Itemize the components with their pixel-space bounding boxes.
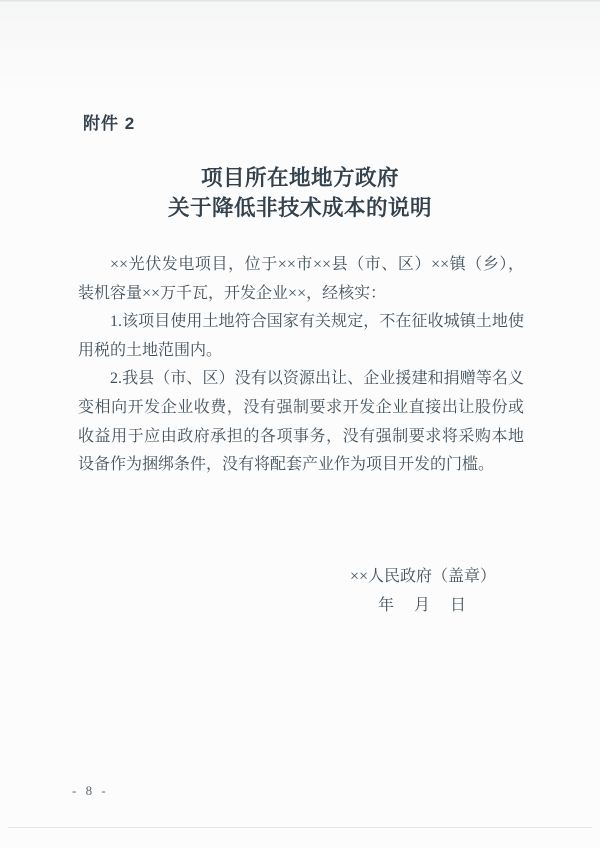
body-paragraph-intro: ××光伏发电项目，位于××市××县（市、区）××镇（乡），装机容量××万千瓦，开发企业××，经核实：	[78, 256, 524, 302]
signature-block	[350, 562, 496, 620]
scan-edge-bottom	[8, 827, 592, 828]
scan-noise-band	[0, 3, 600, 98]
document-title	[0, 163, 600, 223]
document-body	[78, 251, 524, 480]
body-paragraph-item-2: 2.我县（市、区）没有以资源出让、企业援建和捐赠等名义变相向开发企业收费，没有强制要求开发企业直接出让股份或收益用于应由政府承担的各项事务，没有强制要求将采购本地设备作为捆绑条件，没有将配套产业作为项目开发的门槛。	[78, 370, 524, 474]
document-title-line-2: 关于降低非技术成本的说明	[167, 196, 432, 220]
page-number: - 8 -	[72, 783, 109, 798]
signature-name: ××人民政府（盖章）	[349, 568, 496, 585]
signature-date-line: 年 月 日	[377, 597, 468, 614]
attachment-label: 附件 2	[83, 114, 136, 133]
body-paragraph-item-1: 1.该项目使用土地符合国家有关规定，不在征收城镇土地使用税的土地范围内。	[78, 313, 524, 359]
document-title-line-1: 项目所在地地方政府	[200, 166, 399, 190]
